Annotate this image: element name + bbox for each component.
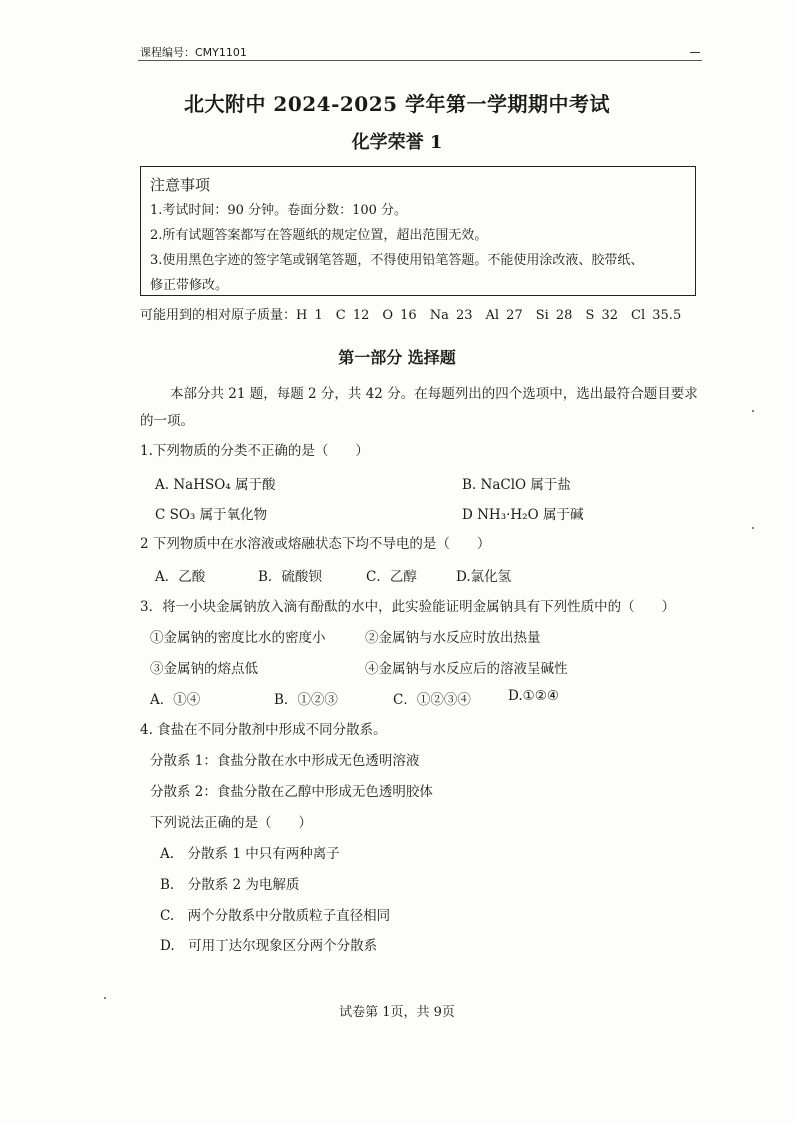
notice-line: 1.考试时间：90 分钟。卷面分数：100 分。 <box>150 203 408 218</box>
question-line: 分散系 1：食盐分散在水中形成无色透明溶液 <box>150 753 420 769</box>
notice-line: 3.使用黑色字迹的签字笔或钢笔答题，不得使用铅笔答题。不能使用涂改液、胶带纸、 <box>150 253 644 268</box>
page-footer: 试卷第 1页，共 9页 <box>339 1005 455 1020</box>
option-d: D NH₃·H₂O 属于碱 <box>462 507 584 523</box>
option-a: A．乙酸 <box>155 569 206 585</box>
option-a: A. 分散系 1 中只有两种离子 <box>160 846 340 862</box>
option-b: B. NaClO 属于盐 <box>462 477 571 493</box>
option-b: B. 分散系 2 为电解质 <box>160 877 300 893</box>
option-b: B．硫酸钡 <box>258 569 322 585</box>
option-a: A．①④ <box>150 692 201 708</box>
notice-line: 2.所有试题答案都写在答题纸的规定位置，超出范围无效。 <box>150 228 488 243</box>
option-d: D.①②④ <box>508 688 559 704</box>
exam-subtitle: 化学荣誉 1 <box>351 132 443 153</box>
notice-title: 注意事项 <box>150 176 211 194</box>
option-b: B．①②③ <box>274 692 338 708</box>
option-c: C SO₃ 属于氧化物 <box>155 507 268 523</box>
option-c: C．①②③④ <box>393 692 471 708</box>
scan-speck <box>752 410 754 412</box>
exam-title: 北大附中 2024-2025 学年第一学期期中考试 <box>183 92 611 116</box>
atomic-masses: 可能用到的相对原子质量：H 1 C 12 O 16 Na 23 Al 27 Si 28 S 32 Cl 35.5 <box>140 308 682 323</box>
scan-speck <box>104 997 106 999</box>
header-mark <box>690 52 700 53</box>
scan-speck <box>752 527 754 529</box>
question-stem: 1.下列物质的分类不正确的是（ ） <box>140 443 369 459</box>
question-line: 分散系 2：食盐分散在乙醇中形成无色透明胶体 <box>150 784 433 800</box>
part-title: 第一部分 选择题 <box>338 348 456 367</box>
option-d: D. 可用丁达尔现象区分两个分散系 <box>160 938 378 954</box>
option-a: A. NaHSO₄ 属于酸 <box>155 477 276 493</box>
option-d: D.氯化氢 <box>456 569 512 585</box>
option-c: C．乙醇 <box>366 569 417 585</box>
question-stem: 4. 食盐在不同分散剂中形成不同分散系。 <box>140 722 387 738</box>
statement: ④金属钠与水反应后的溶液呈碱性 <box>365 661 568 677</box>
notice-line: 修正带修改。 <box>150 278 229 293</box>
question-stem: 2 下列物质中在水溶液或熔融状态下均不导电的是（ ） <box>140 536 491 552</box>
part-intro: 本部分共 21 题，每题 2 分，共 42 分。在每题列出的四个选项中，选出最符合题目要求 <box>170 386 698 402</box>
course-code: 课程编号：CMY1101 <box>140 46 247 59</box>
statement: ②金属钠与水反应时放出热量 <box>365 630 541 646</box>
header-rule <box>138 60 702 61</box>
part-intro: 的一项。 <box>140 413 194 429</box>
question-line: 下列说法正确的是（ ） <box>150 815 312 831</box>
option-c: C. 两个分散系中分散质粒子直径相同 <box>160 908 391 924</box>
statement: ①金属钠的密度比水的密度小 <box>150 630 326 646</box>
question-stem: 3．将一小块金属钠放入滴有酚酞的水中，此实验能证明金属钠具有下列性质中的（ ） <box>140 599 676 615</box>
statement: ③金属钠的熔点低 <box>150 661 258 677</box>
